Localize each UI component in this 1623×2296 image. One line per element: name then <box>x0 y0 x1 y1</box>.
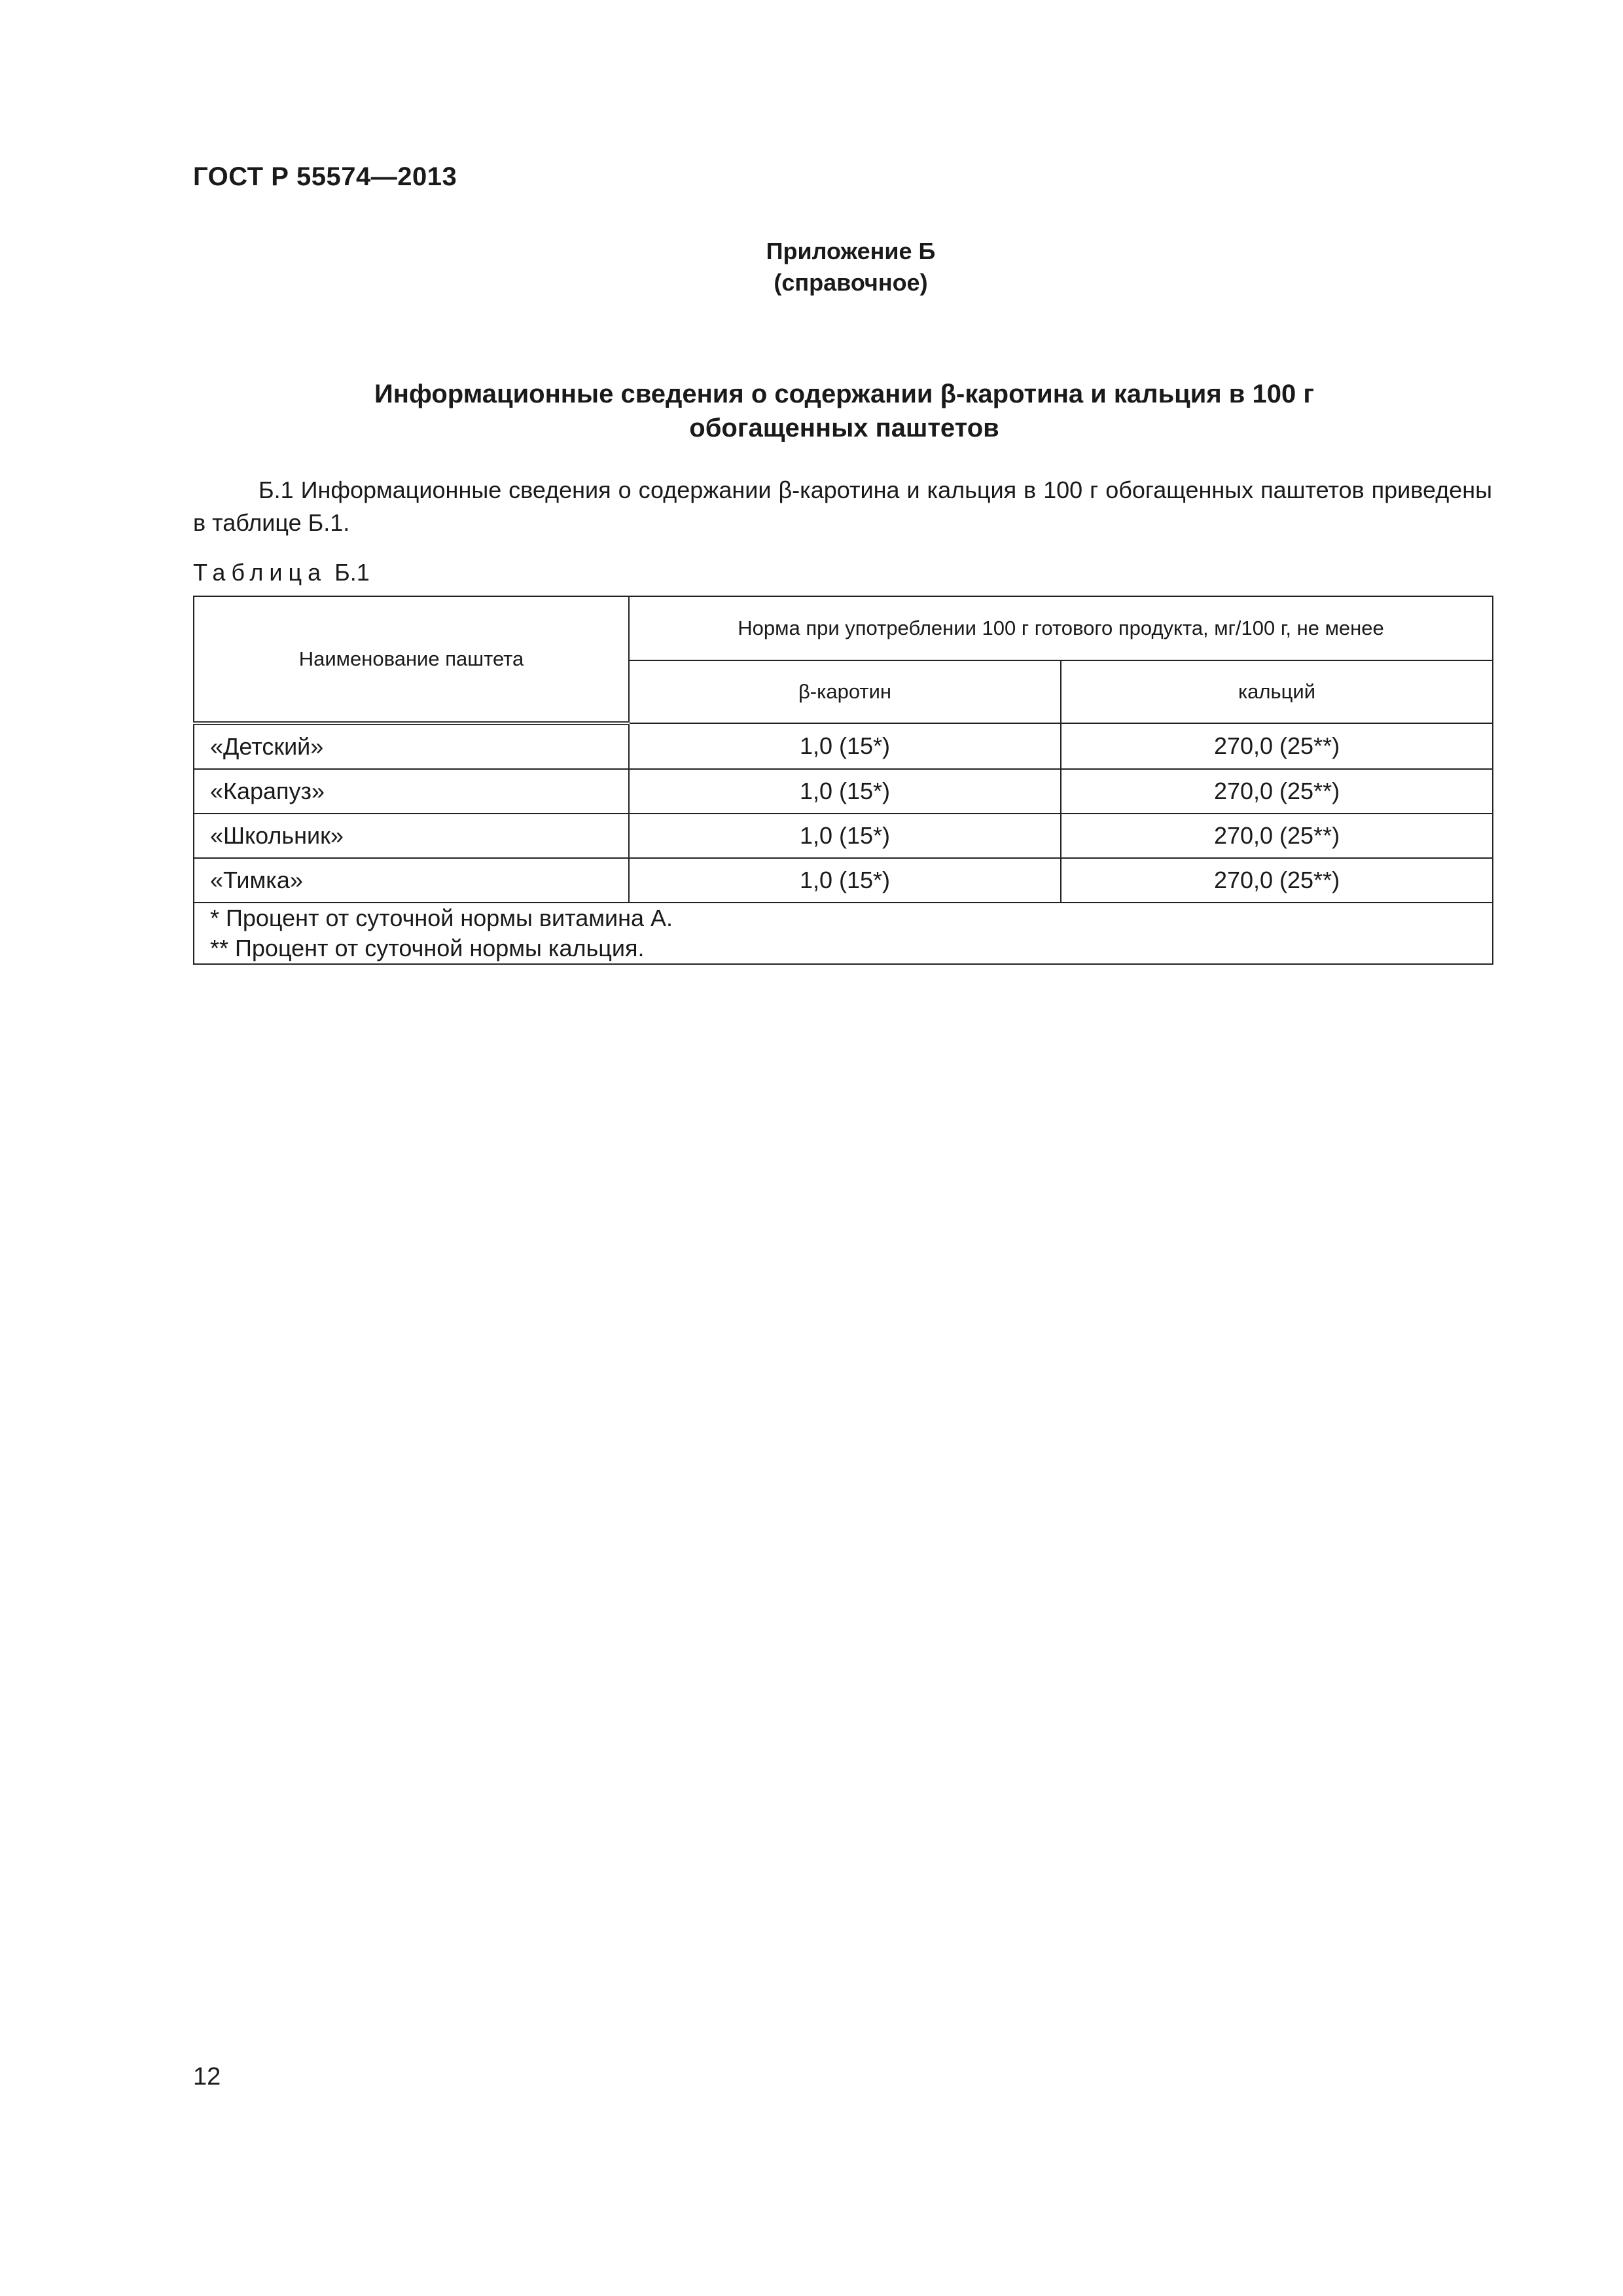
row-calcium: 270,0 (25**) <box>1061 858 1493 903</box>
page-number: 12 <box>193 2063 221 2090</box>
table-row <box>194 769 1493 814</box>
section-title-line-1: Информационные сведения о содержании β-каротина и кальция в 100 г <box>374 380 1315 408</box>
document-code: ГОСТ Р 55574—2013 <box>193 162 457 191</box>
row-carotene: 1,0 (15*) <box>629 814 1061 858</box>
header-norm-group: Норма при употреблении 100 г готового продукта, мг/100 г, не менее <box>629 596 1493 660</box>
row-calcium: 270,0 (25**) <box>1061 814 1493 858</box>
row-carotene: 1,0 (15*) <box>629 723 1061 769</box>
table-header-row-1 <box>194 596 1493 660</box>
appendix-heading <box>0 236 1623 298</box>
table-row <box>194 858 1493 903</box>
header-carotene: β-каротин <box>629 660 1061 723</box>
pate-table <box>193 596 1493 965</box>
note-vitamin-a: * Процент от суточной нормы витамина А. <box>210 905 673 931</box>
body-paragraph: Б.1 Информационные сведения о содержании β-каротина и кальция в 100 г обогащенных паштетов приведены в таблице Б.1. <box>193 476 1492 536</box>
section-title-line-2: обогащенных паштетов <box>689 414 999 442</box>
table-caption-label: Таблица <box>193 559 327 586</box>
row-carotene: 1,0 (15*) <box>629 769 1061 814</box>
row-calcium: 270,0 (25**) <box>1061 723 1493 769</box>
appendix-subtitle: (справочное) <box>774 269 928 296</box>
table-notes-row <box>194 903 1493 964</box>
row-calcium: 270,0 (25**) <box>1061 769 1493 814</box>
table-row <box>194 814 1493 858</box>
header-calcium: кальций <box>1061 660 1493 723</box>
table-notes <box>194 903 1493 964</box>
appendix-title: Приложение Б <box>766 238 936 264</box>
row-name: «Детский» <box>194 723 629 769</box>
table-caption-number: Б.1 <box>334 559 370 586</box>
table-caption <box>193 559 370 586</box>
row-name: «Карапуз» <box>194 769 629 814</box>
row-carotene: 1,0 (15*) <box>629 858 1061 903</box>
table-row <box>194 723 1493 769</box>
row-name: «Тимка» <box>194 858 629 903</box>
section-title <box>262 377 1427 445</box>
header-pate-name: Наименование паштета <box>194 596 629 723</box>
row-name: «Школьник» <box>194 814 629 858</box>
note-calcium: ** Процент от суточной нормы кальция. <box>210 935 645 961</box>
